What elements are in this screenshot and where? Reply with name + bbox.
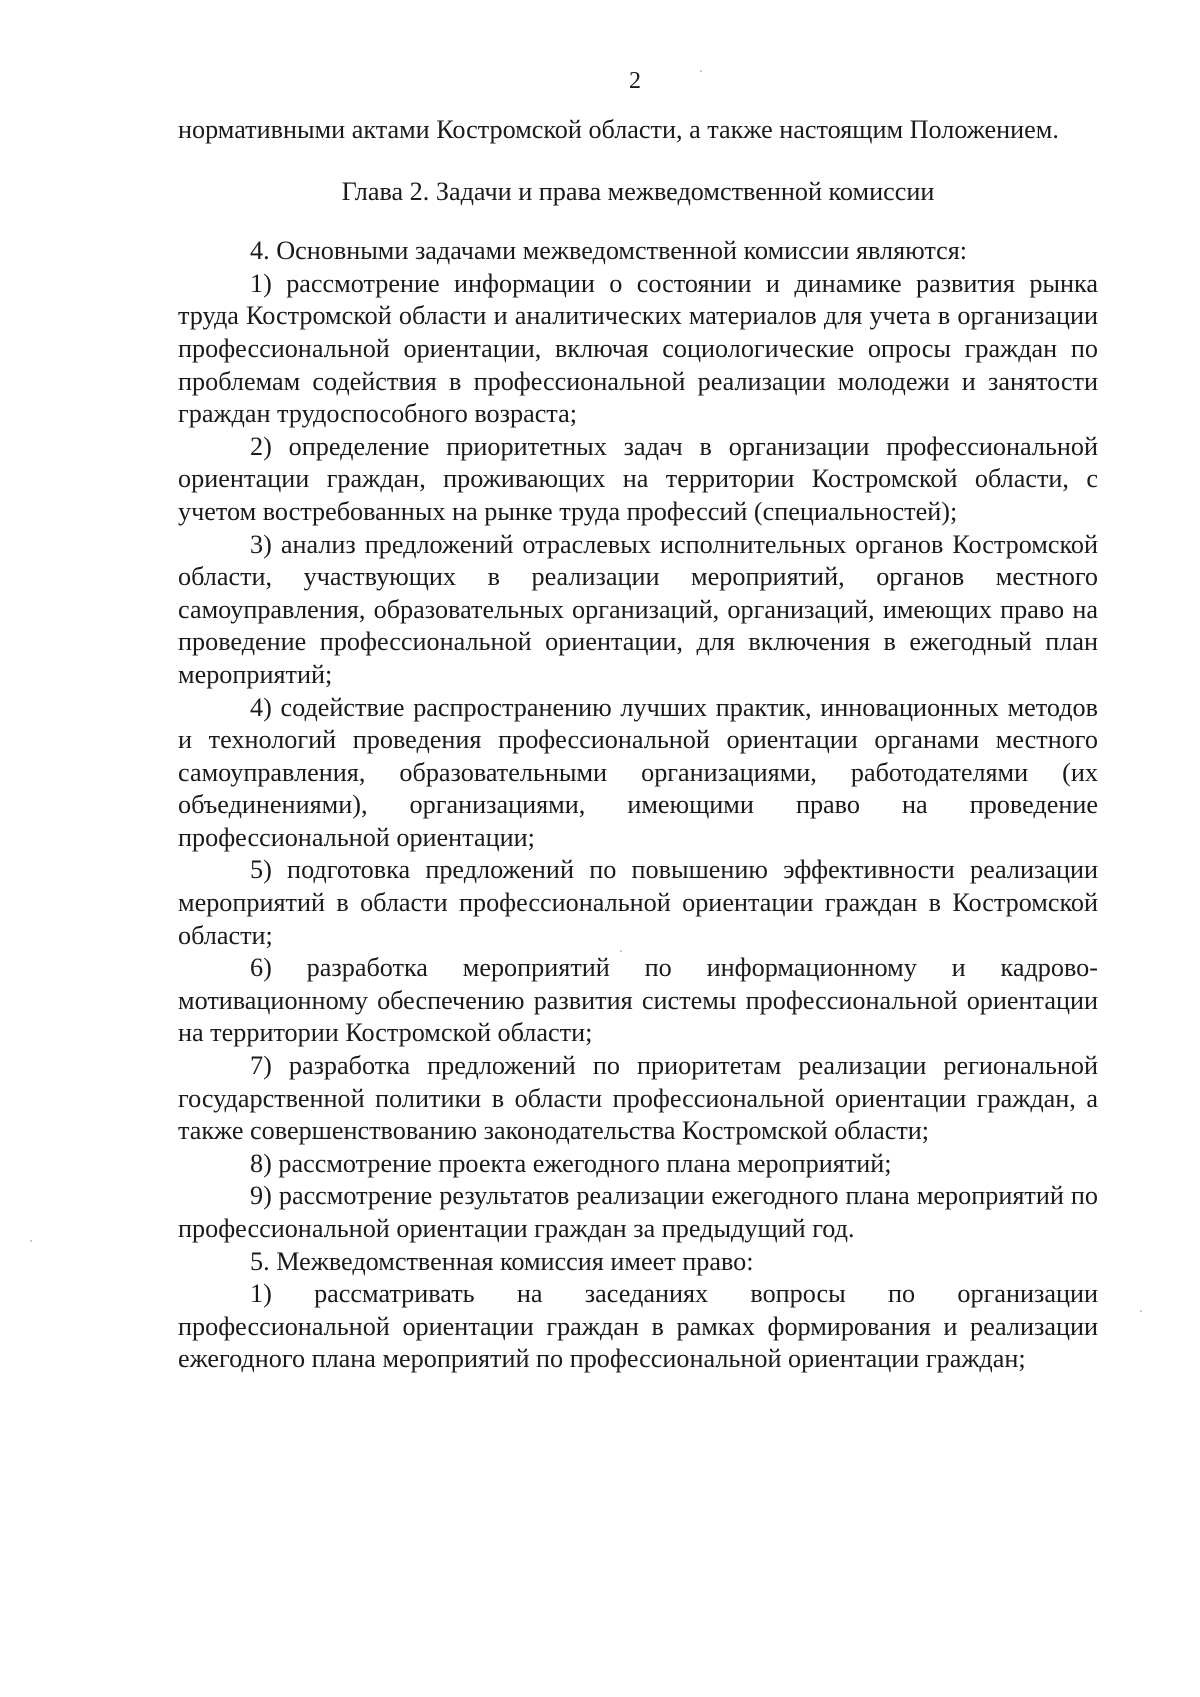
paragraph-task-4: 4) содействие распространению лучших практик, инновационных методов и технологий проведения профессиональной ориентации органами местного самоуправления, образовательными организациями, работодателями (их объединениями), организациями, имеющими право на проведение профессиональной ориентации; <box>178 692 1098 852</box>
paragraph-task-3: 3) анализ предложений отраслевых исполнительных органов Костромской области, участвующих в реализации мероприятий, органов местного самоуправления, образовательных организаций, организаций, имеющих право на проведение профессиональной ориентации, для включения в ежегодный план мероприятий; <box>178 529 1098 689</box>
paragraph-task-9: 9) рассмотрение результатов реализации ежегодного плана мероприятий по профессиональной ориентации граждан за предыдущий год. <box>178 1181 1098 1243</box>
document-body <box>178 114 1098 1376</box>
chapter-heading: Глава 2. Задачи и права межведомственной комиссии <box>341 176 935 206</box>
paragraph-task-6: 6) разработка мероприятий по информационному и кадрово-мотивационному обеспечению развития системы профессиональной ориентации на территории Костромской области; <box>178 953 1098 1048</box>
paragraph-task-5: 5) подготовка предложений по повышению эффективности реализации мероприятий в области профессиональной ориентации граждан в Костромской области; <box>178 855 1098 950</box>
paragraph-right-1: 1) рассматривать на заседаниях вопросы по организации профессиональной ориентации граждан в рамках формирования и реализации ежегодного плана мероприятий по профессиональной ориентации граждан; <box>178 1279 1098 1374</box>
page-number: 2 <box>629 68 641 94</box>
paragraph-continuation: нормативными актами Костромской области, а также настоящим Положением. <box>178 115 1059 144</box>
paragraph-task-7: 7) разработка предложений по приоритетам реализации региональной государственной политики в области профессиональной ориентации граждан, а также совершенствованию законодательства Костромской области; <box>178 1051 1098 1146</box>
scan-speck <box>1140 1310 1142 1312</box>
scan-speck <box>620 950 622 952</box>
paragraph-task-8: 8) рассмотрение проекта ежегодного плана мероприятий; <box>250 1148 892 1178</box>
paragraph-task-1: 1) рассмотрение информации о состоянии и динамике развития рынка труда Костромской области и аналитических материалов для учета в организации профессиональной ориентации, включая социологические опросы граждан по проблемам содействия в профессиональной реализации молодежи и занятости граждан трудоспособного возраста; <box>178 268 1098 429</box>
paragraph-task-2: 2) определение приоритетных задач в организации профессиональной ориентации граждан, проживающих на территории Костромской области, с учетом востребованных на рынке труда профессий (специальностей); <box>178 431 1098 526</box>
paragraph-item-4: 4. Основными задачами межведомственной комиссии являются: <box>250 236 968 266</box>
scan-speck <box>700 70 702 72</box>
scan-speck <box>30 1240 32 1242</box>
paragraph-item-5: 5. Межведомственная комиссия имеет право: <box>250 1246 754 1276</box>
